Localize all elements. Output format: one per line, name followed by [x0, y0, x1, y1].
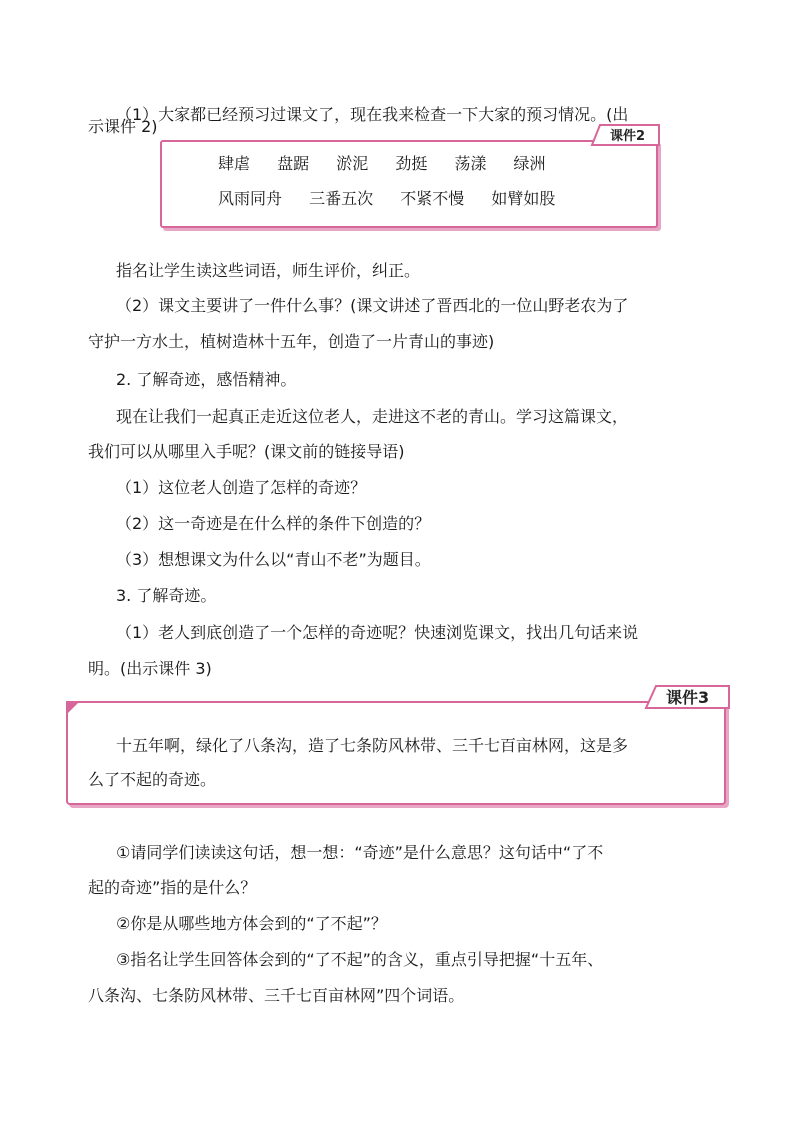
paragraph-5-line-1: 现在让我们一起真正走近这位老人，走进这不老的青山。学习这篇课文，	[116, 407, 629, 426]
vocab-word: 肆虐	[218, 154, 251, 173]
paragraph-7-line-2: 明。(出示课件 3)	[88, 659, 212, 678]
step-3-line-2: 八条沟、七条防风林带、三千七百亩林网”四个词语。	[88, 986, 465, 1005]
corner-decoration	[66, 701, 80, 715]
paragraph-1-line-1: （1）大家都已经预习过课文了，现在我来检查一下大家的预习情况。(出	[116, 105, 629, 124]
vocab-word: 盘踞	[277, 154, 310, 173]
courseware-2-tag	[590, 124, 660, 146]
step-3-line-1: ③指名让学生回答体会到的“了不起”的含义，重点引导把握“十五年、	[116, 950, 604, 969]
courseware-3-line-1: 十五年啊，绿化了八条沟，造了七条防风林带、三千七百亩林网，这是多	[116, 736, 629, 755]
section-heading-2: 2. 了解奇迹，感悟精神。	[116, 370, 297, 389]
vocab-phrase: 如臂如股	[491, 189, 556, 208]
courseware-3-label: 课件3	[666, 688, 710, 707]
paragraph-5-line-2: 我们可以从哪里入手呢？(课文前的链接导语)	[88, 442, 405, 461]
step-2: ②你是从哪些地方体会到的“了不起”？	[116, 914, 387, 933]
question-2: （2）这一奇迹是在什么样的条件下创造的？	[116, 514, 431, 533]
paragraph-1-line-2: 示课件 2)	[88, 117, 158, 136]
vocab-phrase: 不紧不慢	[400, 189, 465, 208]
vocab-phrase: 三番五次	[309, 189, 374, 208]
paragraph-3-line-2: 守护一方水土，植树造林十五年，创造了一片青山的事迹)	[88, 332, 495, 351]
courseware-3-tag	[644, 685, 730, 709]
vocab-word: 绿洲	[513, 154, 546, 173]
paragraph-3-line-1: （2）课文主要讲了一件什么事？(课文讲述了晋西北的一位山野老农为了	[116, 296, 629, 315]
section-heading-3: 3. 了解奇迹。	[116, 586, 217, 605]
vocab-phrase: 风雨同舟	[218, 189, 283, 208]
courseware-3-line-2: 么了不起的奇迹。	[88, 770, 217, 789]
step-1-line-2: 起的奇迹”指的是什么？	[88, 878, 257, 897]
vocab-row-2	[218, 186, 577, 209]
step-1-line-1: ①请同学们读读这句话，想一想：“奇迹”是什么意思？这句话中“了不	[116, 843, 604, 862]
question-3: （3）想想课文为什么以“青山不老”为题目。	[116, 550, 431, 569]
vocab-word: 荡漾	[454, 154, 487, 173]
vocab-word: 淤泥	[336, 154, 369, 173]
courseware-2-label: 课件2	[610, 129, 646, 144]
paragraph-7-line-1: （1）老人到底创造了一个怎样的奇迹呢？快速浏览课文，找出几句话来说	[116, 623, 639, 642]
vocab-row-1	[218, 151, 568, 174]
paragraph-2: 指名让学生读这些词语，师生评价，纠正。	[116, 261, 421, 280]
question-1: （1）这位老人创造了怎样的奇迹？	[116, 478, 367, 497]
vocab-word: 劲挺	[395, 154, 428, 173]
